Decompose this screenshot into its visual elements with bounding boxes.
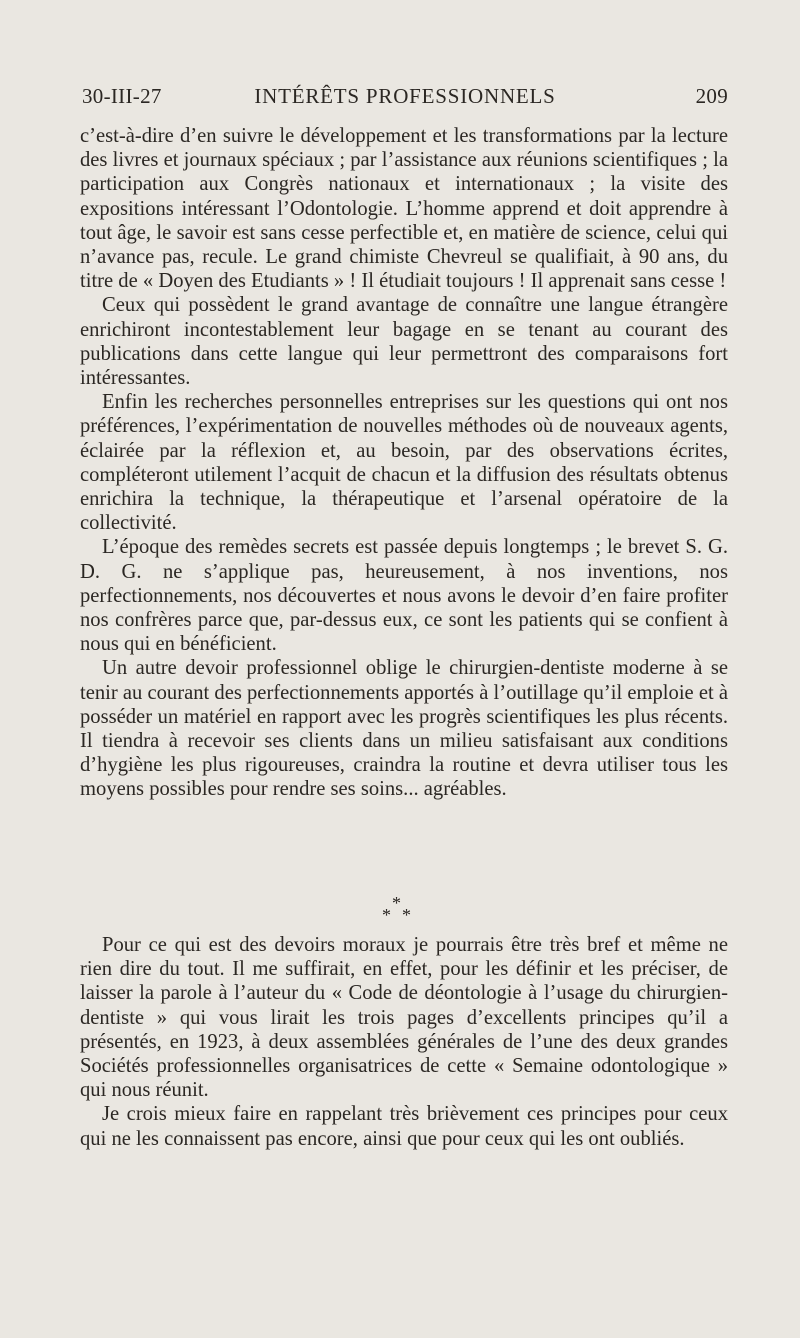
header-title: INTÉRÊTS PROFESSIONNELS [254, 84, 556, 108]
page-number: 209 [695, 84, 728, 108]
asterism-star: * [382, 905, 391, 925]
paragraph: Pour ce qui est des devoirs moraux je pourrais être très bref et même ne rien dire du tout. Il me suffirait, en effet, pour les définir et les préciser, de laisser la parole à l’auteur du « Code de déontologie à l’usage du chirurgien-dentiste » qui vous lirait les trois pages d’excellents principes qu’il a présentés, en 1923, à deux assemblées générales de l’une des deux grandes Sociétés professionnelles organisatrices de cette « Semaine odontologique » qui nous réunit. [80, 934, 728, 1102]
paragraph: Un autre devoir professionnel oblige le chirurgien-dentiste moderne à se tenir au courant des perfectionnements apportés à l’outillage qu’il emploie et à posséder un matériel en rapport avec les progrès scientifiques les plus récents. Il tiendra à recevoir ses clients dans un milieu satisfaisant aux conditions d’hygiène les plus rigoureuses, craindra la routine et devra utiliser tous les moyens possibles pour rendre ses soins... agréables. [80, 657, 728, 801]
section-moral-duties [80, 933, 728, 1151]
asterism-star: * [402, 905, 411, 925]
section-separator [80, 888, 728, 938]
paragraph: L’époque des remèdes secrets est passée depuis longtemps ; le brevet S. G. D. G. ne s’applique pas, heureusement, à nos inventions, nos perfectionnements, nos découvertes et nous avons le devoir d’en faire profiter nos confrères parce que, par-dessus eux, ce sont les patients qui se confient à nous qui en bénéficient. [80, 536, 728, 656]
paragraph: Ceux qui possèdent le grand avantage de connaître une langue étrangère enrichiront incontestablement leur bagage en se tenant au courant des publications dans cette langue qui leur permettront des comparaisons fort intéressantes. [80, 294, 728, 390]
main-text [80, 124, 728, 802]
running-header [82, 84, 728, 114]
header-date: 30-III-27 [82, 84, 162, 108]
paragraph: Enfin les recherches personnelles entreprises sur les questions qui ont nos préférences, l’expérimentation de nouvelles méthodes où de nouveaux agents, éclairée par la réflexion et, au besoin, par des observations écrites, compléteront utilement l’acquit de chacun et la diffusion des résultats obtenus enrichira la technique, la thérapeutique et l’arsenal opératoire de la collectivité. [80, 391, 728, 535]
paragraph: Je crois mieux faire en rappelant très brièvement ces principes pour ceux qui ne les connaissent pas encore, ainsi que pour ceux qui les ont oubliés. [80, 1103, 728, 1150]
paragraph-continued: c’est-à-dire d’en suivre le développement et les transformations par la lecture des livres et journaux spéciaux ; par l’assistance aux réunions scientifiques ; la participation aux Congrès nationaux et internationaux ; la visite des expositions intéressant l’Odontologie. L’homme apprend et doit apprendre à tout âge, le savoir est sans cesse perfectible et, en matière de science, celui qui n’avance pas, recule. Le grand chimiste Chevreul se qualifiait, à 90 ans, du titre de « Doyen des Etudiants » ! Il étudiait toujours ! Il apprenait sans cesse ! [80, 125, 728, 293]
asterism-star: * [392, 893, 401, 913]
